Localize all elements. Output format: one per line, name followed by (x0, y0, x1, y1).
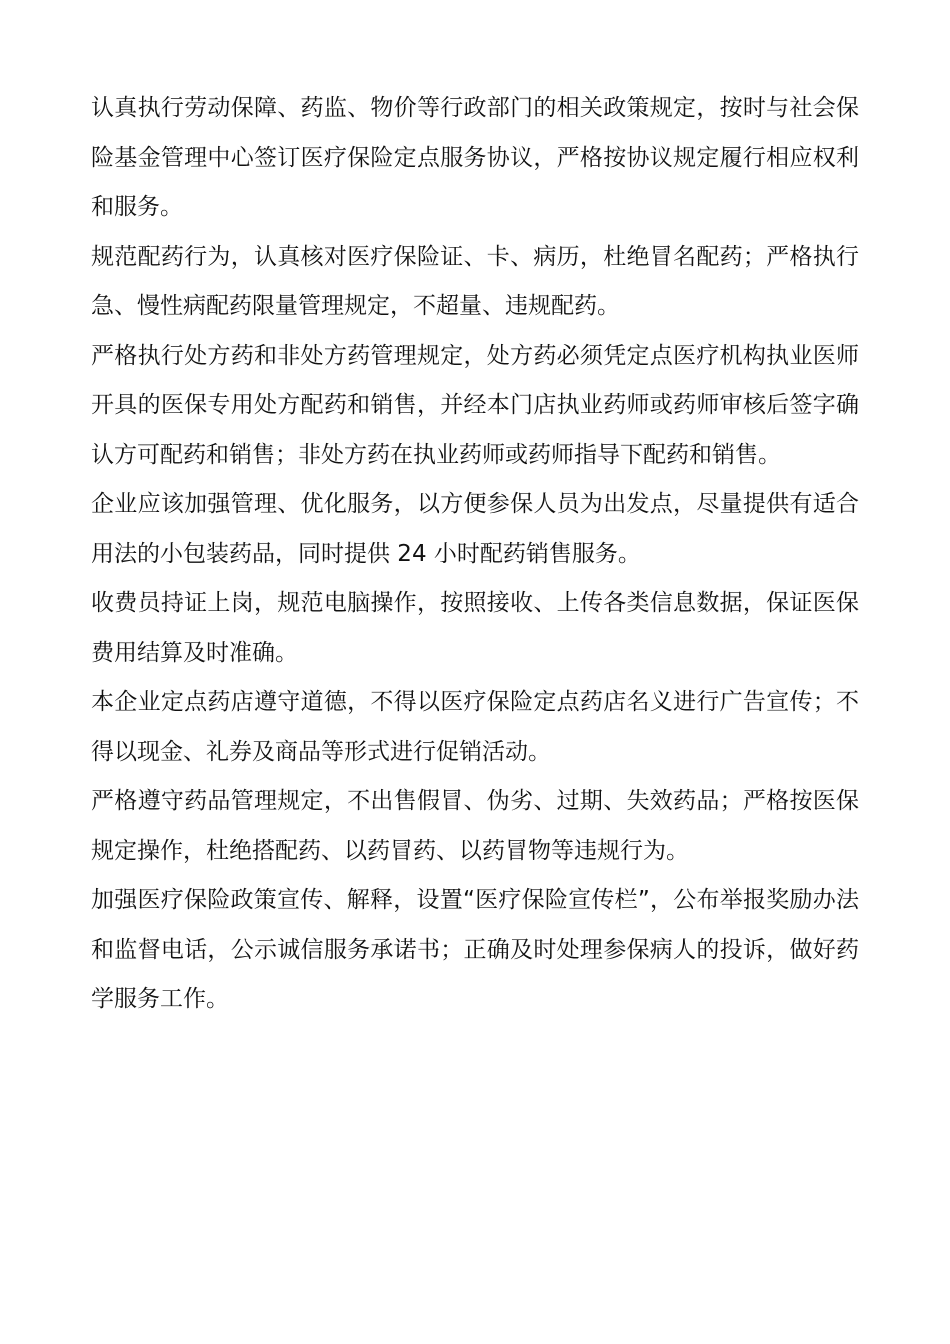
document-body (91, 84, 859, 1025)
paragraph-6: 本企业定点药店遵守道德，不得以医疗保险定点药店名义进行广告宣传；不得以现金、礼券及商品等形式进行促销活动。 (91, 689, 859, 765)
paragraph-5: 收费员持证上岗，规范电脑操作，按照接收、上传各类信息数据，保证医保费用结算及时准确。 (91, 590, 859, 666)
paragraph-3: 严格执行处方药和非处方药管理规定，处方药必须凭定点医疗机构执业医师开具的医保专用处方配药和销售，并经本门店执业药师或药师审核后签字确认方可配药和销售；非处方药在执业药师或药师指导下配药和销售。 (91, 342, 859, 468)
paragraph-4: 企业应该加强管理、优化服务，以方便参保人员为出发点，尽量提供有适合用法的小包装药品，同时提供 24 小时配药销售服务。 (91, 491, 859, 567)
paragraph-2: 规范配药行为，认真核对医疗保险证、卡、病历，杜绝冒名配药；严格执行急、慢性病配药限量管理规定，不超量、违规配药。 (91, 243, 859, 319)
paragraph-7: 严格遵守药品管理规定，不出售假冒、伪劣、过期、失效药品；严格按医保规定操作，杜绝搭配药、以药冒药、以药冒物等违规行为。 (91, 788, 859, 864)
paragraph-1: 认真执行劳动保障、药监、物价等行政部门的相关政策规定，按时与社会保险基金管理中心签订医疗保险定点服务协议，严格按协议规定履行相应权利和服务。 (91, 95, 859, 220)
paragraph-8: 加强医疗保险政策宣传、解释，设置“医疗保险宣传栏”，公布举报奖励办法和监督电话，公示诚信服务承诺书；正确及时处理参保病人的投诉，做好药学服务工作。 (91, 887, 859, 1012)
